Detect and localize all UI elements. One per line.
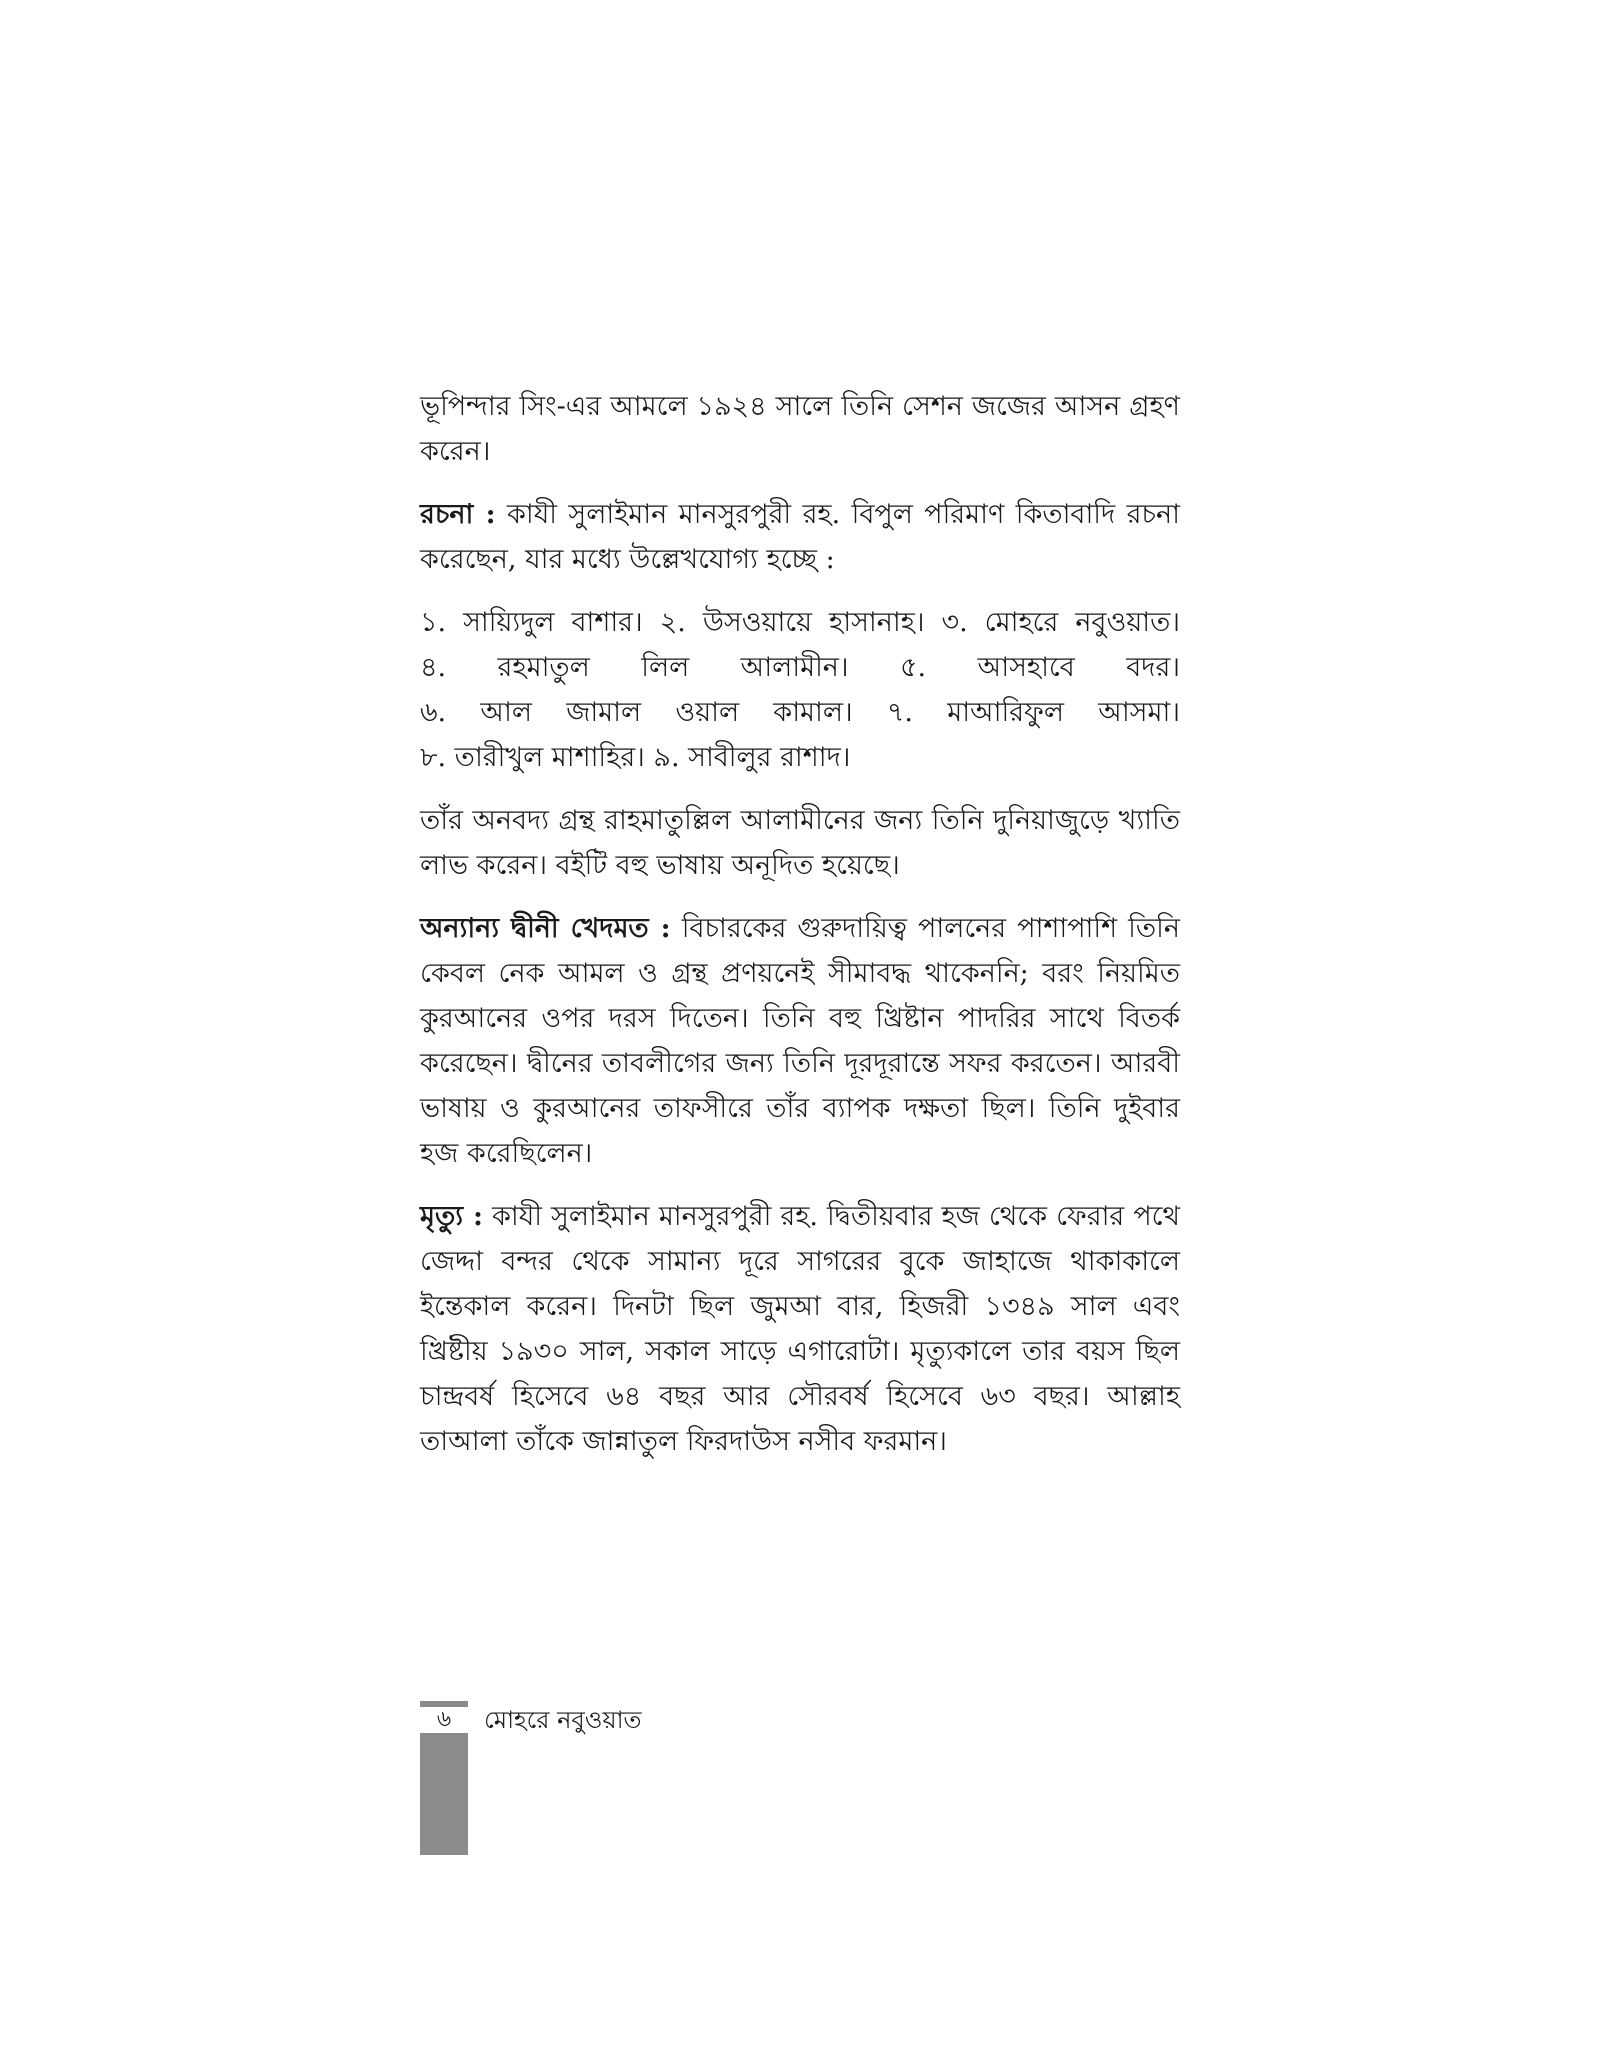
death-paragraph [420, 1194, 1180, 1464]
footer-tab [420, 1733, 468, 1855]
work-item: ৪. রহমাতুল লিল আলামীন। [420, 652, 849, 683]
intro-text: ভূপিন্দার সিং-এর আমলে ১৯২৪ সালে তিনি সেশন জজের আসন গ্রহণ করেন। [420, 391, 1180, 467]
works-heading: রচনা : [420, 499, 496, 530]
death-text: কাযী সুলাইমান মানসুরপুরী রহ. দ্বিতীয়বার হজ থেকে ফেরার পথে জেদ্দা বন্দর থেকে সামান্য দূরে সাগরের বুকে জাহাজে থাকাকালে ইন্তেকাল করেন। দিনটা ছিল জুমআ বার, হিজরী ১৩৪৯ সাল এবং খ্রিষ্টীয় ১৯৩০ সাল, সকাল সাড়ে এগারোটা। মৃত্যুকালে তার বয়স ছিল চান্দ্রবর্ষ হিসেবে ৬৪ বছর আর সৌরবর্ষ হিসেবে ৬৩ বছর। আল্লাহ তাআলা তাঁকে জান্নাতুল ফিরদাউস নসীব ফরমান। [420, 1201, 1180, 1457]
works-paragraph [420, 492, 1180, 582]
work-item: ২. উসওয়ায়ে হাসানাহ। [659, 607, 925, 638]
service-text: বিচারকের গুরুদায়িত্ব পালনের পাশাপাশি তিনি কেবল নেক আমল ও গ্রন্থ প্রণয়নেই সীমাবদ্ধ থাকেননি; বরং নিয়মিত কুরআনের ওপর দরস দিতেন। তিনি বহু খ্রিষ্টান পাদরির সাথে বিতর্ক করেছেন। দ্বীনের তাবলীগের জন্য তিনি দূরদূরান্তে সফর করতেন। আরবী ভাষায় ও কুরআনের তাফসীরে তাঁর ব্যাপক দক্ষতা ছিল। তিনি দুইবার হজ করেছিলেন। [420, 913, 1180, 1169]
works-intro-text: কাযী সুলাইমান মানসুরপুরী রহ. বিপুল পরিমাণ কিতাবাদি রচনা করেছেন, যার মধ্যে উল্লেখযোগ্য হচ্ছে : [420, 499, 1180, 575]
death-heading: মৃত্যু : [420, 1201, 483, 1232]
works-list [420, 600, 1180, 780]
work-item: ৮. তারীখুল মাশাহির। [420, 742, 645, 773]
work-item: ৭. মাআরিফুল আসমা। [886, 697, 1180, 728]
work-item: ১. সায়্যিদুল বাশার। [420, 607, 643, 638]
work-item: ৫. আসহাবে বদর। [900, 652, 1180, 683]
work-item: ৩. মোহরে নবুওয়াত। [941, 607, 1180, 638]
running-title: মোহরে নবুওয়াত [484, 1706, 642, 1734]
fame-paragraph [420, 798, 1180, 888]
fame-text: তাঁর অনবদ্য গ্রন্থ রাহমাতুল্লিল আলামীনের জন্য তিনি দুনিয়াজুড়ে খ্যাতি লাভ করেন। বইটি বহু ভাষায় অনূদিত হয়েছে। [420, 805, 1180, 881]
work-item: ৬. আল জামাল ওয়াল কামাল। [420, 697, 853, 728]
work-item: ৯. সাবীলুর রাশাদ। [653, 742, 851, 773]
service-heading: অন্যান্য দ্বীনী খেদমত : [420, 913, 671, 944]
page-number: ৬ [436, 1707, 452, 1732]
page-body [420, 384, 1180, 1482]
service-paragraph [420, 906, 1180, 1176]
intro-paragraph [420, 384, 1180, 474]
